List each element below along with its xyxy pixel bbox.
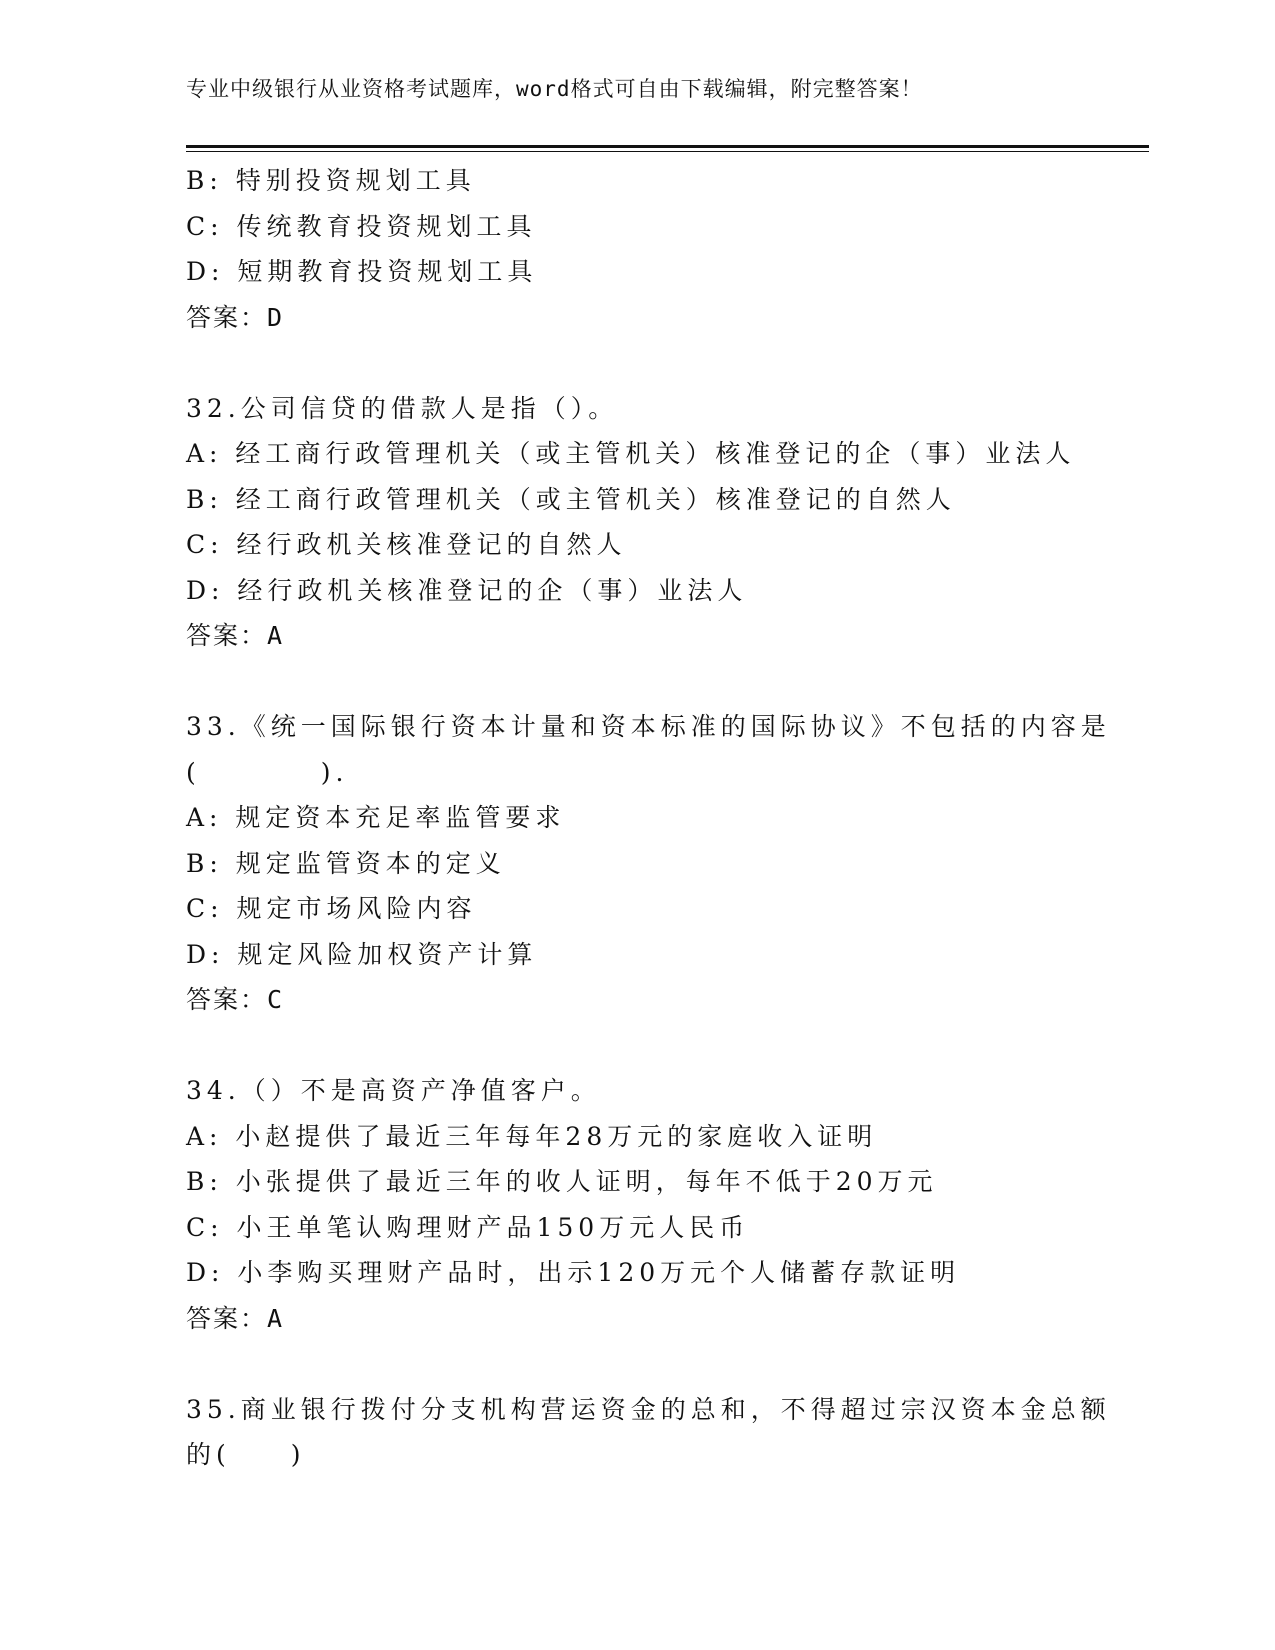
text-line: C: 经行政机关核准登记的自然人 <box>186 530 627 559</box>
question-stem: 34.（）不是高资产净值客户。 <box>186 1076 601 1105</box>
text-line: A: 经工商行政管理机关（或主管机关）核准登记的企（事）业法人 <box>186 439 1076 468</box>
spacer <box>186 1341 1146 1387</box>
answer-line: 答案：A <box>186 1303 285 1333</box>
text-line: A: 小赵提供了最近三年每年28万元的家庭收入证明 <box>186 1121 878 1151</box>
text-line: C: 规定市场风险内容 <box>186 894 477 923</box>
spacer <box>186 1023 1146 1069</box>
text-line: D: 短期教育投资规划工具 <box>186 257 538 286</box>
text-line: D: 小李购买理财产品时，出示120万元个人储蓄存款证明 <box>186 1258 961 1287</box>
text-line: B: 经工商行政管理机关（或主管机关）核准登记的自然人 <box>186 484 956 514</box>
page-header: 专业中级银行从业资格考试题库，word格式可自由下载编辑，附完整答案！ <box>186 77 923 101</box>
text-line: D: 经行政机关核准登记的企（事）业法人 <box>186 575 748 605</box>
text-line: C: 小王单笔认购理财产品150万元人民币 <box>186 1212 750 1242</box>
question-stem: 33.《统一国际银行资本计量和资本标准的国际协议》不包括的内容是 <box>186 712 1111 741</box>
answer-line: 答案：C <box>186 985 285 1014</box>
text-line: B: 特别投资规划工具 <box>186 166 476 195</box>
text-line: D: 规定风险加权资产计算 <box>186 939 538 969</box>
answer-line: 答案：A <box>186 621 285 650</box>
question-list <box>186 158 1146 1478</box>
spacer <box>186 340 1146 386</box>
text-line: B: 小张提供了最近三年的收人证明，每年不低于20万元 <box>186 1167 938 1196</box>
header-rule-thin <box>186 151 1149 152</box>
answer-line: 答案：D <box>186 302 285 332</box>
header-rule-thick <box>186 145 1149 148</box>
question-stem: 32.公司信贷的借款人是指（）。 <box>186 393 619 423</box>
text-line: 的( ) <box>186 1440 306 1469</box>
spacer <box>186 659 1146 705</box>
text-line: C: 传统教育投资规划工具 <box>186 211 537 241</box>
text-line: ( ). <box>186 757 349 787</box>
text-line: B: 规定监管资本的定义 <box>186 848 506 878</box>
question-stem: 35.商业银行拨付分支机构营运资金的总和，不得超过宗汉资本金总额 <box>186 1394 1111 1424</box>
text-line: A: 规定资本充足率监管要求 <box>186 803 566 832</box>
